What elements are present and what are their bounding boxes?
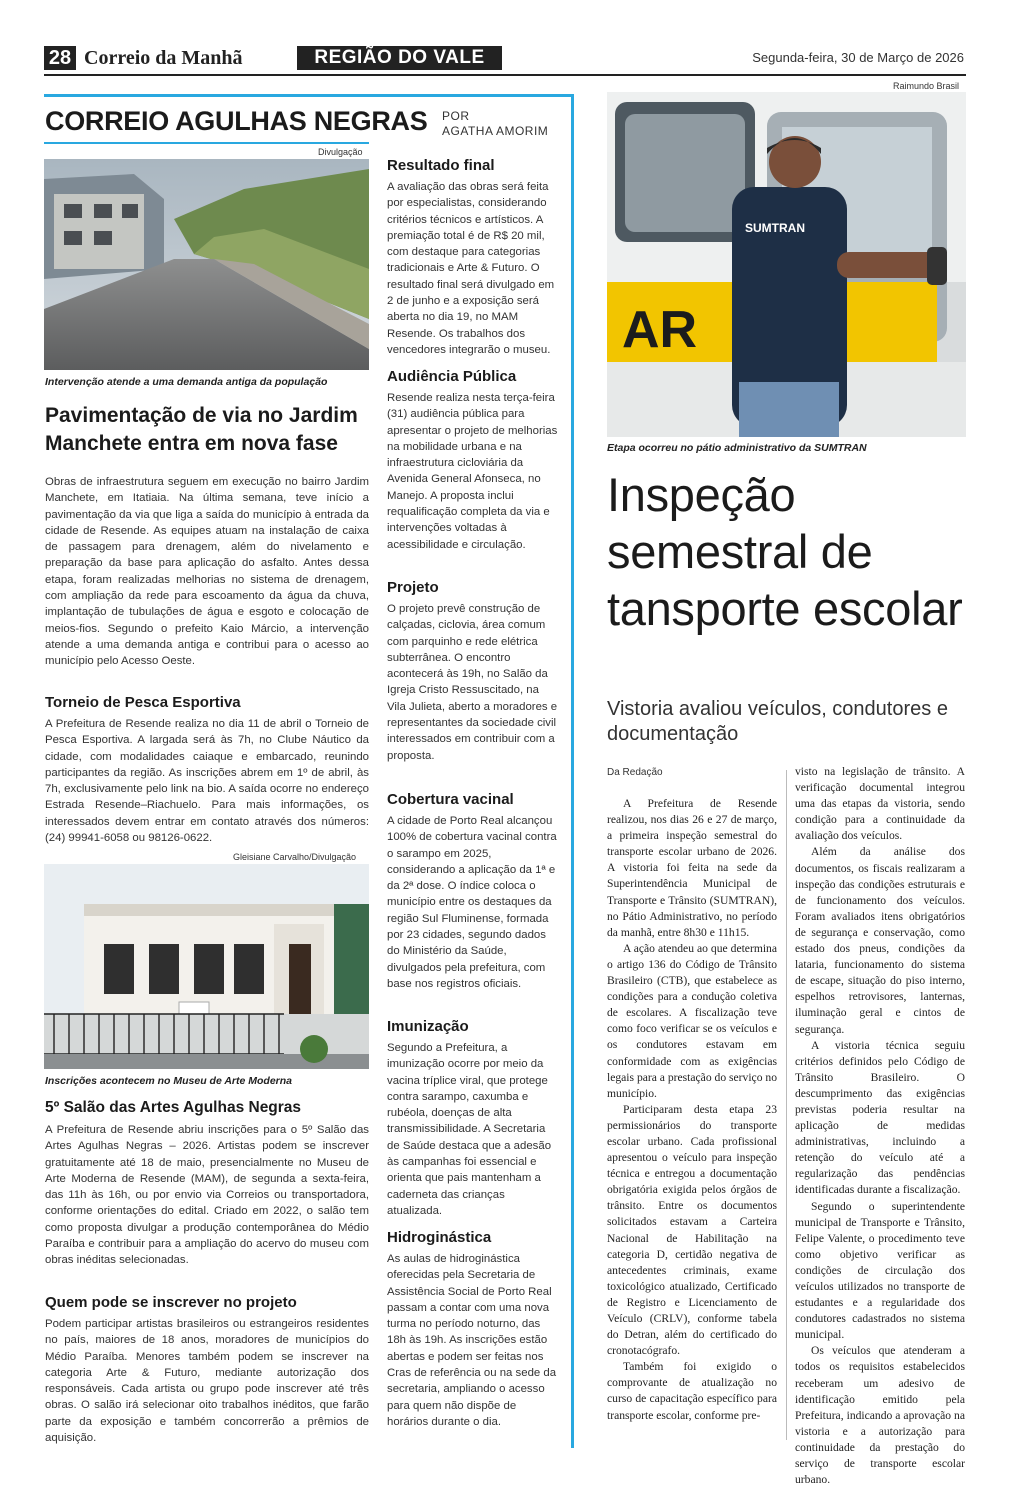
column-top-rule <box>44 94 574 97</box>
photo-credit-museum: Gleisiane Carvalho/Divulgação <box>233 852 357 862</box>
article-paragraph: A Prefeitura de Resende realizou, nos dias 26 e 27 de março, a primeira inspeção semestral do transporte escolar urbano de 2026. A vistoria foi feita na sede da Superintendência Municipal de Transporte e Trânsito (SUMTRAN), no Pátio Administrativo, no período da manhã, entre 8h30 e 11h15. <box>607 797 777 939</box>
cobertura-title: Cobertura vacinal <box>387 791 514 808</box>
photo-credit-van: Raimundo Brasil <box>893 81 960 91</box>
inscricao-body: Podem participar artistas brasileiros ou estrangeiros residentes no país, maiores de 18 anos, moradores de municípios do Médio Paraíba. Menores também podem se inscrever na categoria Arte & Futuro, mediante autorização dos responsáveis. Cada artista ou grupo pode inscrever até três obras. O salão irá selecionar oito trabalhos inéditos, que farão parte da exposição e também concorrerão a prêmios de aquisição. <box>45 1318 369 1445</box>
road-photo <box>44 159 369 370</box>
byline-author: AGATHA AMORIM <box>442 124 549 138</box>
page-number: 28 <box>44 46 76 70</box>
section-label: REGIÃO DO VALE <box>297 46 502 70</box>
article-paragraph: Segundo o superintendente municipal de Transporte e Trânsito, Felipe Valente, o procedimento teve como objetivo verificar as condições de circulação dos veículos utilizados no transporte de estudantes e a regularidade dos condutores cadastrados no sistema municipal. <box>795 1199 965 1342</box>
article-column-1 <box>607 796 777 1424</box>
museum-photo <box>44 864 369 1069</box>
article-column-divider <box>786 770 787 1440</box>
hidro-title: Hidroginástica <box>387 1229 492 1246</box>
projeto-body: O projeto prevê construção de calçadas, ciclovia, área comum com parquinho e rede elétrica subterrânea. O encontro acontecerá às 19h, no Salão da Igreja Cristo Ressuscitado, na Vila Julieta, aberto a moradores e representantes da sociedade civil interessados em contribuir com a proposta. <box>387 603 558 762</box>
header-rule <box>44 74 966 76</box>
resultado-title: Resultado final <box>387 157 495 174</box>
article-column-2 <box>795 764 965 1488</box>
article-paragraph: A ação atendeu ao que determina o artigo 136 do Código de Trânsito Brasileiro (CTB), que estabelece as condições para a condução coletiva de escolares. A fiscalização teve como foco verificar se os veículos e os condutores estavam em conformidade com as exigências legais para a prestação do serviço no município. <box>607 941 777 1100</box>
article-paragraph: Além da análise dos documentos, os fiscais realizaram a inspeção das condições estruturais e de funcionamento dos veículos. Foram avaliados itens obrigatórios de segurança e conservação, como estado dos pneus, condições da lataria, funcionamento do sistema de escape, situação do piso interno, espelhos retrovisores, lanternas, iluminação geral e cintos de segurança. <box>795 845 965 1036</box>
column-title: CORREIO AGULHAS NEGRAS <box>45 106 428 136</box>
pavimentacao-headline: Pavimentação de via no Jardim Manchete entra em nova fase <box>45 404 358 455</box>
article-paragraph: Os veículos que atenderam a todos os requisitos estabelecidos receberam um adesivo de identificação emitido pela Prefeitura, indicando a aprovação na vistoria e a autorização para continuidade da prestação do serviço de transporte escolar urbano. <box>795 1344 965 1487</box>
article-author: Da Redação <box>607 767 663 778</box>
audiencia-body: Resende realiza nesta terça-feira (31) audiência pública para apresentar o projeto de melhorias na mobilidade urbana e na infraestrutura cicloviária da Avenida General Afonseca, no Manejo. A proposta inclui requalificação completa da via e intervenções voltadas à acessibilidade e circulação. <box>387 392 558 551</box>
van-photo-caption: Etapa ocorreu no pátio administrativo da SUMTRAN <box>607 442 867 454</box>
audiencia-title: Audiência Pública <box>387 368 517 385</box>
hidro-body: As aulas de hidroginástica oferecidas pela Secretaria de Assistência Social de Porto Real passam a contar com uma nova turma no período noturno, das 18h às 19h. As inscrições estão abertas e podem ser feitas nos Cras de referência ou na sede da secretaria, ampliando o acesso para quem não dispõe de horários durante o dia. <box>387 1253 557 1428</box>
museum-photo-caption: Inscrições acontecem no Museu de Arte Moderna <box>45 1075 293 1087</box>
cobertura-body: A cidade de Porto Real alcançou 100% de cobertura vacinal contra o sarampo em 2025, considerando a aplicação da 1ª e da 2ª dose. O índice coloca o município entre os destaques da região Sul Fluminense, formada por 23 cidades, segundo dados do Ministério da Saúde, divulgados pela prefeitura, com base nos registros oficiais. <box>387 815 557 990</box>
salao-title: 5º Salão das Artes Agulhas Negras <box>45 1099 302 1116</box>
article-paragraph: Participaram desta etapa 23 permissionários do transporte escolar urbano. Cada profissional apresentou o veículo para inspeção técnica e entregou a documentação obrigatória exigida pelos órgãos de trânsito. Entre os documentos solicitados estavam a Carteira Nacional de Habilitação na categoria D, certidão negativa de antecedentes criminais, exame toxicológico atualizado, Certificado de Registro e Licenciamento de Veículo (CRLV), conforme tabela do Detran, além do certificado do cronotacógrafo. <box>607 1102 777 1358</box>
projeto-title: Projeto <box>387 579 439 596</box>
imunizacao-body: Segundo a Prefeitura, a imunização ocorre por meio da vacina tríplice viral, que protege contra sarampo, caxumba e rubéola, doenças de alta transmissibilidade. A Secretaria de Saúde destaca que a adesão às campanhas foi essencial e orienta que pais mantenham a caderneta das crianças atualizada. <box>387 1042 552 1217</box>
byline-por: POR <box>442 109 470 123</box>
van-inspection-photo <box>607 92 966 437</box>
torneio-body: A Prefeitura de Resende realiza no dia 11 de abril o Torneio de Pesca Esportiva. A largada será às 7h, no Clube Náutico da cidade, com modalidades caiaque e embarcado, reunindo participantes da região. As inscrições abrem em 1º de abril, às 7h, exclusivamente pelo link na bio. A saída ocorre no endereço Estrada Resende–Riachuelo. Para mais informações, os interessados devem entrar em contato através dos números: (24) 99941-6058 ou 98126-0622. <box>45 718 369 845</box>
pavimentacao-body: Obras de infraestrutura seguem em execução no bairro Jardim Manchete, em Itatiaia. Na última semana, teve início a pavimentação da via que liga a saída do município à entrada da cidade de Resende. As equipes atuam na instalação de caixa de passagem para drenagem, além do nivelamento e preparação da base para aplicação do asfalto. Antes dessa etapa, foram realizadas melhorias no sistema de drenagem, com ampliação da rede para escoamento da água da chuva, implantação de tubulações de água e esgoto e colocação de meios-fios. Segundo o prefeito Kaio Márcio, a intervenção atende a uma demanda antiga e contribui para o acesso ao município pelo Acesso Oeste. <box>45 476 369 668</box>
inscricao-title: Quem pode se inscrever no projeto <box>45 1294 297 1311</box>
resultado-body: A avaliação das obras será feita por especialistas, considerando critérios técnicos e artísticos. A premiação total é de R$ 20 mil, com destaque para categorias tradicionais e Arte & Futuro. O resultado final será divulgado em 2 de junho e a exposição será aberta no dia 19, no MAM Resende. Os trabalhos dos vencedores integrarão o museu. <box>387 181 555 356</box>
salao-body: A Prefeitura de Resende abriu inscrições para o 5º Salão das Artes Agulhas Negras – 2026. Artistas podem se inscrever gratuitamente até 18 de maio, presencialmente no Museu de Arte Moderna de Resende (MAM), de segunda a sexta-feira, das 11h às 16h, ou por envio via Correios ou transportadora, conforme orientações do edital. Criado em 2022, o salão tem como proposta divulgar a produção contemporânea do Médio Paraíba e contribuir para a ampliação do acervo do museu com obras inéditas selecionadas. <box>45 1124 369 1267</box>
publication-date: Segunda-feira, 30 de Março de 2026 <box>752 50 964 65</box>
imunizacao-title: Imunização <box>387 1018 469 1035</box>
van-label: AR <box>622 301 698 359</box>
photo-credit-road: Divulgação <box>318 147 363 157</box>
article-paragraph: visto na legislação de trânsito. A verificação documental integrou uma das etapas da vistoria, sendo condição para a continuidade da avaliação dos veículos. <box>795 765 965 843</box>
article-paragraph: A vistoria técnica seguiu critérios definidos pelo Código de Trânsito Brasileiro. O descumprimento das exigências previstas poderia resultar na aplicação de medidas administrativas, incluindo a retenção do veículo até a regularização das pendências identificadas durante a fiscalização. <box>795 1038 965 1197</box>
column-title-underline <box>44 142 369 144</box>
masthead-logo: Correio da Manhã <box>84 47 243 69</box>
article-paragraph: Também foi exigido o comprovante de atualização no curso de capacitação específico para transporte escolar, conforme pre- <box>607 1360 777 1422</box>
road-photo-caption: Intervenção atende a uma demanda antiga da população <box>45 376 328 388</box>
main-headline: Inspeção semestral de tansporte escolar <box>607 468 963 635</box>
torneio-title: Torneio de Pesca Esportiva <box>45 694 241 711</box>
column-side-rule <box>571 94 574 1448</box>
main-deck: Vistoria avaliou veículos, condutores e documentação <box>607 698 948 745</box>
shirt-logo: SUMTRAN <box>745 221 805 235</box>
